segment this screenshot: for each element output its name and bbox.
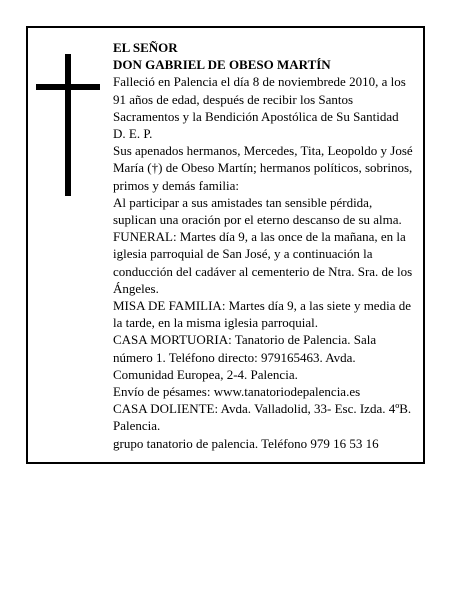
latin-cross-icon <box>36 54 100 196</box>
notice-heading-title: EL SEÑOR <box>113 40 178 55</box>
family-mass-paragraph: MISA DE FAMILIA: Martes día 9, a las siete y media de la tarde, en la misma iglesia parroquial. <box>113 298 411 331</box>
obituary-text <box>113 39 413 452</box>
cross-vertical-bar <box>65 54 71 196</box>
condolences-paragraph: Envío de pésames: www.tanatoriodepalencia.es <box>113 384 361 400</box>
funeral-paragraph: FUNERAL: Martes día 9, a las once de la mañana, en la iglesia parroquial de San José, y a continuación la conducción del cadáver al cementerio de Ntra. Sra. de los Ángeles. <box>113 229 413 296</box>
cross-horizontal-bar <box>36 84 100 90</box>
funeral-home-contact-paragraph: grupo tanatorio de palencia. Teléfono 979 16 53 16 <box>113 435 379 451</box>
mortuary-paragraph: CASA MORTUORIA: Tanatorio de Palencia. Sala número 1. Teléfono directo: 979165463. Avda. Comunidad Europea, 2-4. Palencia. <box>113 332 377 382</box>
family-paragraph: Sus apenados hermanos, Mercedes, Tita, Leopoldo y José María (†) de Obeso Martín; hermanos políticos, sobrinos, primos y demás familia: <box>113 143 413 193</box>
mourning-house-paragraph: CASA DOLIENTE: Avda. Valladolid, 33- Esc. Izda. 4ºB. Palencia. <box>113 401 412 434</box>
death-announcement-paragraph: Falleció en Palencia el día 8 de noviembrede 2010, a los 91 años de edad, después de recibir los Santos Sacramentos y la Bendición Apostólica de Su Santidad D. E. P. <box>113 74 406 142</box>
prayer-request-paragraph: Al participar a sus amistades tan sensible pérdida, suplican una oración por el eterno descanso de su alma. <box>113 194 402 228</box>
notice-heading-name: DON GABRIEL DE OBESO MARTÍN <box>113 57 331 73</box>
